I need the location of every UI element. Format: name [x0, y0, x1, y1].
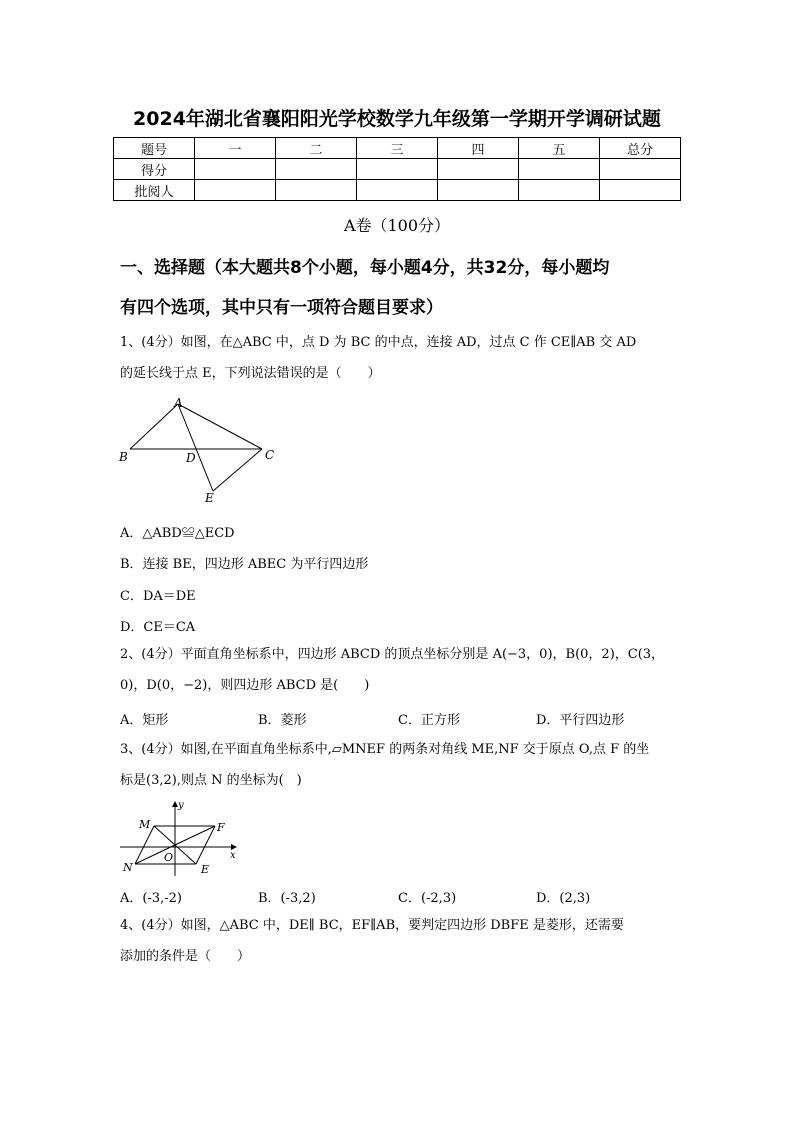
segment-ce	[213, 449, 262, 491]
q1-stem-line2: 的延长线于点 E，下列说法错误的是（ ）	[120, 366, 381, 381]
table-cell	[519, 180, 600, 201]
table-cell: 三	[357, 138, 438, 159]
q1-option-a: A．△ABD≌△ECD	[120, 526, 235, 541]
part1-heading-line1: 一、选择题（本大题共8个小题，每小题4分，共32分，每小题均	[120, 258, 610, 278]
table-cell	[519, 159, 600, 180]
q1-stem-line1: 1、(4分）如图，在△ABC 中，点 D 为 BC 的中点，连接 AD，过点 C 作 CE∥AB 交 AD	[120, 335, 637, 350]
q2-options	[120, 709, 680, 728]
segment-ae	[178, 404, 213, 491]
q4-stem-line1: 4、(4分）如图，△ABC 中，DE∥ BC，EF∥AB，要判定四边形 DBFE 是菱形，还需要	[120, 918, 624, 933]
label-o: O	[164, 851, 174, 864]
label-x: x	[230, 850, 236, 861]
table-cell	[600, 180, 681, 201]
score-table-header-row	[114, 138, 681, 159]
label-a: A	[174, 396, 183, 410]
section-a-title: A卷（100分）	[343, 216, 451, 235]
table-cell: 批阅人	[114, 180, 195, 201]
table-cell	[438, 180, 519, 201]
table-cell	[195, 180, 276, 201]
label-f: F	[217, 821, 225, 834]
exam-title: 2024年湖北省襄阳阳光学校数学九年级第一学期开学调研试题	[133, 108, 661, 130]
label-n: N	[123, 861, 133, 874]
q1-triangle-figure	[112, 394, 282, 508]
table-cell: 二	[276, 138, 357, 159]
table-cell	[276, 159, 357, 180]
q3-option-d: D．(2,3)	[536, 891, 591, 906]
q1-option-d: D．CE＝CA	[120, 620, 196, 635]
score-table	[113, 137, 681, 201]
q3-option-c: C．(-2,3)	[398, 891, 457, 906]
q3-parallelogram-figure	[118, 798, 243, 878]
part1-heading-line2: 有四个选项，其中只有一项符合题目要求）	[120, 298, 443, 318]
q3-stem-line2: 标是(3,2),则点 N 的坐标为( )	[120, 773, 302, 788]
table-cell	[438, 159, 519, 180]
segment-ab	[130, 404, 178, 449]
q2-option-b: B．菱形	[258, 713, 307, 728]
label-m: M	[139, 818, 151, 831]
label-c: C	[265, 448, 275, 462]
label-d: D	[186, 451, 196, 465]
q3-options	[120, 887, 680, 906]
q3-stem-line1: 3、(4分）如图,在平面直角坐标系中,▱MNEF 的两条对角线 ME,NF 交于原点 O,点 F 的坐	[120, 742, 650, 757]
table-cell: 四	[438, 138, 519, 159]
table-cell: 题号	[114, 138, 195, 159]
table-cell: 一	[195, 138, 276, 159]
segment-ac	[178, 404, 262, 449]
q2-option-c: C．正方形	[398, 713, 460, 728]
q3-option-a: A．(-3,-2)	[120, 891, 182, 906]
label-e: E	[205, 491, 214, 505]
q1-option-b: B．连接 BE，四边形 ABEC 为平行四边形	[120, 557, 369, 572]
score-table-row	[114, 159, 681, 180]
side-nm	[135, 826, 154, 864]
table-cell	[276, 180, 357, 201]
table-cell	[600, 159, 681, 180]
side-fe	[196, 826, 215, 864]
label-y: y	[178, 800, 184, 811]
q2-option-a: A．矩形	[120, 713, 169, 728]
q4-stem-line2: 添加的条件是（ ）	[120, 949, 251, 964]
table-cell	[357, 180, 438, 201]
score-table-row	[114, 180, 681, 201]
table-cell	[357, 159, 438, 180]
table-cell: 五	[519, 138, 600, 159]
label-b: B	[119, 450, 128, 464]
table-cell: 总分	[600, 138, 681, 159]
table-cell	[195, 159, 276, 180]
q2-option-d: D．平行四边形	[536, 713, 625, 728]
q2-stem-line1: 2、(4分）平面直角坐标系中，四边形 ABCD 的顶点坐标分别是 A(−3，0)，B(0，2)，C(3，	[120, 647, 665, 662]
label-e: E	[201, 863, 210, 876]
q1-option-c: C．DA＝DE	[120, 589, 196, 604]
q3-option-b: B．(-3,2)	[258, 891, 316, 906]
table-cell: 得分	[114, 159, 195, 180]
q2-stem-line2: 0)，D(0，−2)，则四边形 ABCD 是( )	[120, 678, 370, 693]
